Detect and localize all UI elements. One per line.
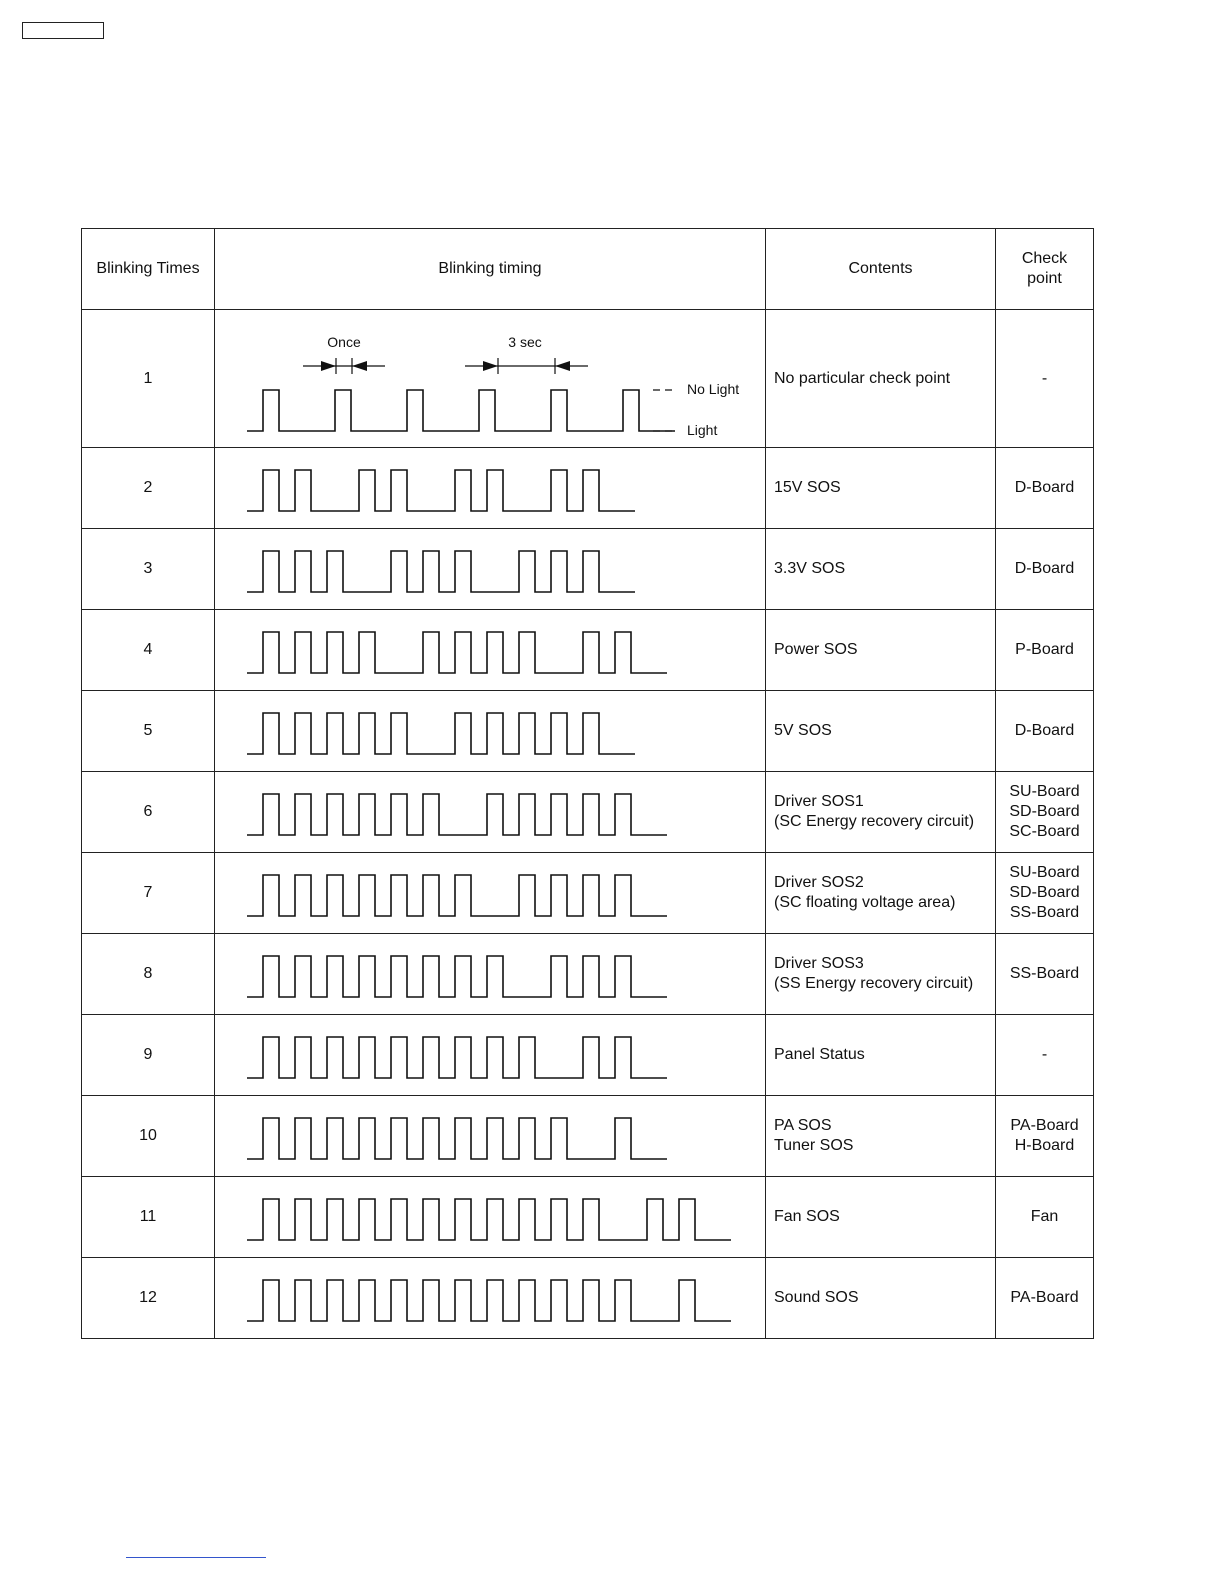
check-point-line: SU-Board xyxy=(1009,864,1080,881)
pulse-train xyxy=(247,794,667,835)
pulse-train xyxy=(247,632,667,673)
table-row xyxy=(82,1096,1094,1177)
pulse-train xyxy=(247,390,675,431)
light-label: Light xyxy=(687,422,718,438)
contents-cell xyxy=(766,691,996,772)
pulse-train xyxy=(247,713,635,754)
period-arrow-right xyxy=(483,361,498,371)
blink-timing-cell xyxy=(215,1177,766,1258)
blink-waveform xyxy=(215,1096,763,1176)
check-point-line: PA-Board xyxy=(1010,1117,1079,1134)
period-arrow-left xyxy=(555,361,570,371)
check-point-line: D-Board xyxy=(1014,560,1075,577)
pulse-train xyxy=(247,551,635,592)
contents-cell xyxy=(766,448,996,529)
blink-timing-cell xyxy=(215,691,766,772)
check-point-cell xyxy=(996,1015,1094,1096)
table-row xyxy=(82,1258,1094,1339)
contents-line: (SC floating voltage area) xyxy=(774,894,956,911)
check-point-line: SC-Board xyxy=(1009,823,1080,840)
check-point-line: PA-Board xyxy=(1010,1289,1079,1306)
blink-waveform xyxy=(215,448,763,528)
check-point-line: D-Board xyxy=(1014,479,1075,496)
check-point-cell xyxy=(996,1258,1094,1339)
blink-count: 2 xyxy=(82,448,215,529)
header-check-point xyxy=(996,229,1094,310)
table-row xyxy=(82,610,1094,691)
check-point-cell xyxy=(996,448,1094,529)
check-point-line: SS-Board xyxy=(1009,965,1080,982)
header-contents: Contents xyxy=(766,229,996,310)
check-point-line: SD-Board xyxy=(1009,884,1080,901)
pulse-train xyxy=(247,1280,731,1321)
table-header-row xyxy=(82,229,1094,310)
header-blinking-timing: Blinking timing xyxy=(215,229,766,310)
check-point-line: D-Board xyxy=(1014,722,1075,739)
header-blinking-times: Blinking Times xyxy=(82,229,215,310)
once-arrow-right xyxy=(321,361,336,371)
contents-line: (SC Energy recovery circuit) xyxy=(774,813,975,830)
contents-cell xyxy=(766,1177,996,1258)
check-point-cell xyxy=(996,1096,1094,1177)
blink-timing-cell xyxy=(215,772,766,853)
contents-line: Tuner SOS xyxy=(774,1137,854,1154)
contents-cell xyxy=(766,772,996,853)
blink-count: 6 xyxy=(82,772,215,853)
once-arrow-left xyxy=(352,361,367,371)
blink-count: 10 xyxy=(82,1096,215,1177)
pulse-train xyxy=(247,1199,731,1240)
blink-waveform xyxy=(215,772,763,852)
blink-timing-cell xyxy=(215,1258,766,1339)
blink-timing-cell xyxy=(215,853,766,934)
period-label: 3 sec xyxy=(508,334,542,350)
contents-cell xyxy=(766,610,996,691)
blink-count: 7 xyxy=(82,853,215,934)
blink-code-table xyxy=(81,228,1094,1339)
blink-count: 8 xyxy=(82,934,215,1015)
header-check-line: Check xyxy=(1021,250,1068,267)
contents-line: PA SOS xyxy=(774,1117,832,1134)
check-point-line: P-Board xyxy=(1015,641,1074,658)
page-footer-rule xyxy=(126,1557,266,1558)
table-row xyxy=(82,934,1094,1015)
table-row xyxy=(82,448,1094,529)
pulse-train xyxy=(247,470,635,511)
blink-count: 12 xyxy=(82,1258,215,1339)
blink-waveform xyxy=(215,1015,763,1095)
contents-line: 5V SOS xyxy=(774,722,832,739)
contents-line: (SS Energy recovery circuit) xyxy=(774,975,974,992)
table-row xyxy=(82,772,1094,853)
contents-cell xyxy=(766,529,996,610)
check-point-line: - xyxy=(1041,1046,1048,1063)
contents-line: Driver SOS3 xyxy=(774,955,864,972)
page-corner-box xyxy=(22,22,104,39)
blink-waveform xyxy=(215,529,763,609)
contents-line: No particular check point xyxy=(774,369,951,387)
blink-waveform xyxy=(215,1258,763,1338)
contents-line: Fan SOS xyxy=(774,1208,840,1225)
table-row xyxy=(82,1177,1094,1258)
blink-count: 11 xyxy=(82,1177,215,1258)
contents-line: Sound SOS xyxy=(774,1289,859,1306)
blink-count: 9 xyxy=(82,1015,215,1096)
check-point-cell xyxy=(996,934,1094,1015)
check-point-line: - xyxy=(1041,369,1048,387)
no-light-label: No Light xyxy=(687,381,740,397)
blink-timing-cell xyxy=(215,934,766,1015)
check-point-line: SD-Board xyxy=(1009,803,1080,820)
table-row xyxy=(82,691,1094,772)
contents-line: 15V SOS xyxy=(774,479,841,496)
blink-timing-cell xyxy=(215,529,766,610)
header-point-line: point xyxy=(1027,270,1062,287)
check-point-cell xyxy=(996,310,1094,448)
check-point-cell xyxy=(996,691,1094,772)
blink-count: 4 xyxy=(82,610,215,691)
contents-cell xyxy=(766,1015,996,1096)
contents-line: Driver SOS2 xyxy=(774,874,864,891)
contents-line: Power SOS xyxy=(774,641,858,658)
blink-count: 3 xyxy=(82,529,215,610)
blink-waveform xyxy=(215,691,763,771)
contents-line: Panel Status xyxy=(774,1046,865,1063)
pulse-train xyxy=(247,875,667,916)
contents-cell xyxy=(766,853,996,934)
blink-count: 1 xyxy=(82,310,215,448)
blink-waveform xyxy=(215,610,763,690)
contents-line: Driver SOS1 xyxy=(774,793,864,810)
blink-count: 5 xyxy=(82,691,215,772)
blink-waveform xyxy=(215,853,763,933)
check-point-cell xyxy=(996,529,1094,610)
pulse-train xyxy=(247,1037,667,1078)
contents-line: 3.3V SOS xyxy=(774,560,846,577)
check-point-line: SS-Board xyxy=(1009,904,1080,921)
check-point-line: SU-Board xyxy=(1009,783,1080,800)
check-point-cell xyxy=(996,772,1094,853)
blink-timing-cell xyxy=(215,448,766,529)
check-point-cell xyxy=(996,1177,1094,1258)
pulse-train xyxy=(247,956,667,997)
blink-waveform xyxy=(215,934,763,1014)
table-row xyxy=(82,1015,1094,1096)
blink-timing-cell xyxy=(215,1096,766,1177)
table-row xyxy=(82,310,1094,448)
contents-cell xyxy=(766,310,996,448)
blink-timing-cell xyxy=(215,1015,766,1096)
blink-timing-cell xyxy=(215,310,766,448)
contents-cell xyxy=(766,934,996,1015)
contents-cell xyxy=(766,1258,996,1339)
blink-waveform xyxy=(215,1177,763,1257)
blink-waveform xyxy=(215,310,763,447)
pulse-train xyxy=(247,1118,667,1159)
once-label: Once xyxy=(327,334,361,350)
check-point-cell xyxy=(996,853,1094,934)
check-point-cell xyxy=(996,610,1094,691)
contents-cell xyxy=(766,1096,996,1177)
blink-timing-cell xyxy=(215,610,766,691)
table-row xyxy=(82,529,1094,610)
check-point-line: Fan xyxy=(1030,1208,1059,1225)
table-row xyxy=(82,853,1094,934)
check-point-line: H-Board xyxy=(1014,1137,1075,1154)
